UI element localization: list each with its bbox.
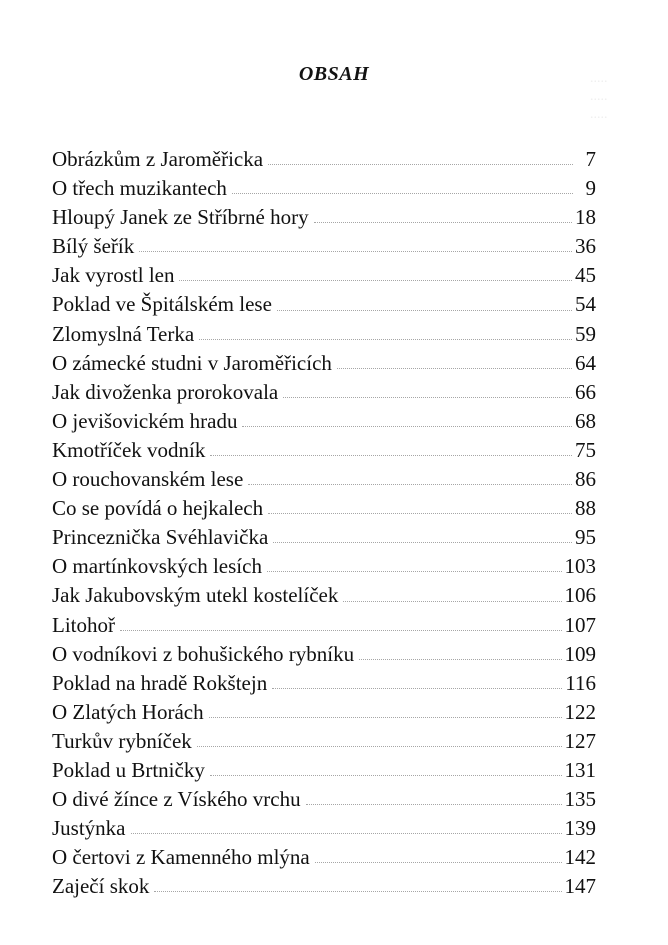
toc-entry-page: 64 <box>575 350 596 375</box>
toc-entry-title: Co se povídá o hejkalech <box>52 496 264 521</box>
toc-entry <box>52 552 596 581</box>
toc-entry <box>52 494 596 523</box>
dot-leader <box>232 192 573 194</box>
toc-entry-title: O Zlatých Horách <box>52 699 204 724</box>
toc-entry <box>52 523 596 552</box>
dot-leader <box>210 454 572 456</box>
dot-leader <box>199 338 572 340</box>
toc-entry-page: 9 <box>585 176 596 201</box>
toc-entry <box>52 785 596 814</box>
toc-entry <box>52 465 596 494</box>
toc-entry-page: 86 <box>575 467 596 492</box>
toc-entry <box>52 843 596 872</box>
toc-entry-title: Jak vyrostl len <box>52 263 175 288</box>
dot-leader <box>179 279 572 281</box>
dot-leader <box>209 716 562 718</box>
toc-entry <box>52 814 596 843</box>
dot-leader <box>277 309 572 311</box>
toc-entry-page: 131 <box>564 757 596 782</box>
toc-entry-title: Jak Jakubovským utekl kostelíček <box>52 583 339 608</box>
dot-leader <box>272 687 562 689</box>
toc-entry <box>52 611 596 640</box>
toc-entry <box>52 436 596 465</box>
toc-entry <box>52 349 596 378</box>
toc-entry-page: 18 <box>575 205 596 230</box>
toc-entry-title: Obrázkům z Jaroměřicka <box>52 147 264 171</box>
toc-entry-page: 142 <box>564 845 596 870</box>
table-of-contents <box>52 145 596 901</box>
toc-entry-page: 139 <box>564 816 596 841</box>
dot-leader <box>337 367 572 369</box>
dot-leader <box>315 861 562 863</box>
toc-entry-page: 95 <box>575 525 596 550</box>
dot-leader <box>268 163 573 165</box>
toc-entry-title: O vodníkovi z bohušického rybníku <box>52 641 355 666</box>
toc-entry-title: Poklad u Brtničky <box>52 757 205 782</box>
toc-entry-title: Justýnka <box>52 816 126 841</box>
dot-leader <box>248 483 572 485</box>
dot-leader <box>267 570 562 572</box>
toc-entry-page: 68 <box>575 408 596 433</box>
toc-entry <box>52 378 596 407</box>
dot-leader <box>359 658 561 660</box>
bleed-through-text: ..... ..... ..... <box>590 71 608 122</box>
toc-entry-page: 116 <box>565 670 596 695</box>
toc-entry-page: 135 <box>564 787 596 812</box>
toc-entry <box>52 669 596 698</box>
toc-entry-page: 75 <box>575 437 596 462</box>
toc-entry-page: 106 <box>564 583 596 608</box>
dot-leader <box>131 832 562 834</box>
toc-entry-page: 7 <box>585 147 596 171</box>
toc-entry <box>52 290 596 319</box>
toc-entry-page: 36 <box>575 234 596 259</box>
toc-entry-page: 59 <box>575 321 596 346</box>
toc-entry <box>52 145 596 174</box>
toc-entry-title: Litohoř <box>52 612 115 637</box>
toc-entry <box>52 203 596 232</box>
toc-entry-page: 88 <box>575 496 596 521</box>
dot-leader <box>120 629 562 631</box>
toc-entry-title: Poklad na hradě Rokštejn <box>52 670 268 695</box>
toc-entry <box>52 407 596 436</box>
toc-entry-title: O jevišovickém hradu <box>52 408 238 433</box>
dot-leader <box>268 512 572 514</box>
toc-entry <box>52 756 596 785</box>
toc-entry-title: Hloupý Janek ze Stříbrné hory <box>52 205 309 230</box>
page-title: OBSAH <box>298 63 370 85</box>
toc-entry-title: O zámecké studni v Jaroměřicích <box>52 350 332 375</box>
toc-entry-page: 127 <box>564 728 596 753</box>
toc-entry <box>52 640 596 669</box>
toc-entry-page: 107 <box>564 612 596 637</box>
toc-entry <box>52 727 596 756</box>
toc-entry <box>52 232 596 261</box>
toc-entry <box>52 698 596 727</box>
dot-leader <box>283 396 572 398</box>
toc-entry-title: O martínkovských lesích <box>52 554 262 579</box>
dot-leader <box>154 890 561 892</box>
dot-leader <box>273 541 572 543</box>
toc-entry-title: Jak divoženka prorokovala <box>52 379 279 404</box>
toc-entry <box>52 261 596 290</box>
toc-entry-title: O třech muzikantech <box>52 176 227 201</box>
toc-entry-page: 147 <box>564 874 596 899</box>
toc-entry-title: Turkův rybníček <box>52 728 192 753</box>
dot-leader <box>242 425 572 427</box>
toc-entry-title: O rouchovanském lese <box>52 467 244 492</box>
dot-leader <box>306 803 562 805</box>
dot-leader <box>197 745 562 747</box>
toc-entry <box>52 174 596 203</box>
toc-entry <box>52 320 596 349</box>
toc-entry-page: 122 <box>564 699 596 724</box>
toc-entry-page: 45 <box>575 263 596 288</box>
toc-entry-page: 54 <box>575 292 596 317</box>
toc-entry-title: Zaječí skok <box>52 874 150 899</box>
toc-entry-title: Bílý šeřík <box>52 234 135 259</box>
dot-leader <box>210 774 562 776</box>
dot-leader <box>139 250 572 252</box>
toc-entry <box>52 872 596 901</box>
toc-entry-page: 103 <box>564 554 596 579</box>
toc-entry-page: 66 <box>575 379 596 404</box>
toc-entry-title: Zlomyslná Terka <box>52 321 195 346</box>
dot-leader <box>343 600 561 602</box>
dot-leader <box>314 221 572 223</box>
toc-entry-title: Poklad ve Špitálském lese <box>52 292 272 317</box>
toc-entry-title: Kmotříček vodník <box>52 437 206 462</box>
toc-entry-title: O čertovi z Kamenného mlýna <box>52 845 310 870</box>
toc-entry <box>52 581 596 610</box>
toc-entry-title: Princeznička Svéhlavička <box>52 525 269 550</box>
toc-entry-title: O divé žínce z Víského vrchu <box>52 787 301 812</box>
toc-entry-page: 109 <box>564 641 596 666</box>
